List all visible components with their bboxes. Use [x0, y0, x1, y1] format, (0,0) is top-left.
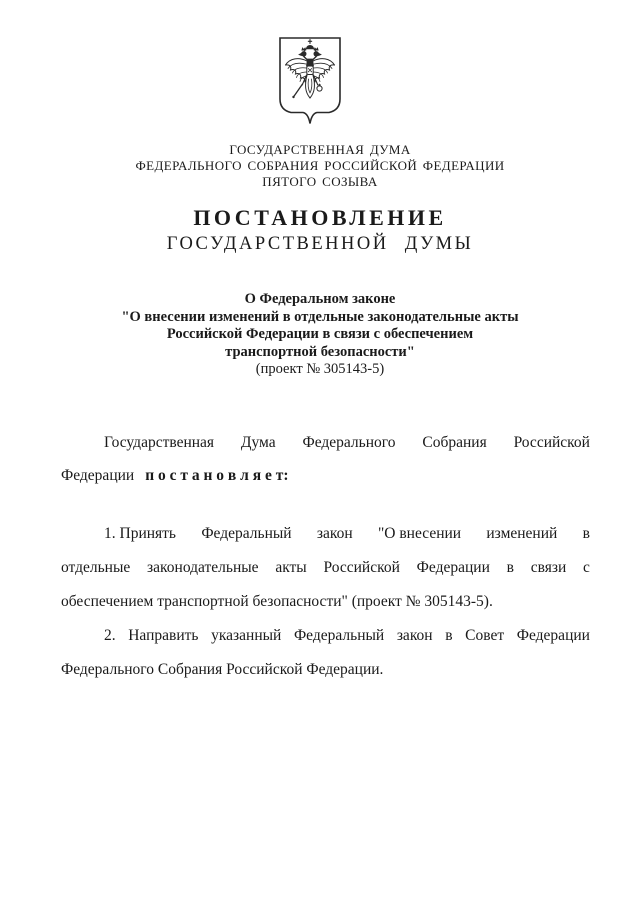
- subject-line-2: "О внесении изменений в отдельные законодательные акты: [121, 308, 519, 325]
- word-group: в: [506, 559, 514, 576]
- word-group: 1. Принять: [104, 525, 177, 542]
- word-group: Государственная: [104, 434, 215, 451]
- word-group: Российской: [323, 559, 400, 576]
- word-group: в: [582, 525, 590, 542]
- word-group: Федерального: [302, 434, 396, 451]
- paragraph-3-line-1: [61, 626, 590, 646]
- title-state-duma: ГОСУДАРСТВЕННОЙ ДУМЫ: [166, 234, 474, 254]
- text-run: Федерации: [61, 467, 135, 484]
- document-title: [0, 206, 640, 256]
- letterhead: [0, 142, 640, 190]
- subject-line-1: О Федеральном законе: [244, 291, 396, 307]
- letterhead-line-1: ГОСУДАРСТВЕННАЯ ДУМА: [229, 142, 411, 157]
- word-group: Федерации: [416, 559, 490, 576]
- word-group: Дума: [240, 434, 276, 451]
- word-group: Совет: [465, 627, 505, 644]
- word-group: в: [445, 627, 453, 644]
- letterhead-line-2: ФЕДЕРАЛЬНОГО СОБРАНИЯ РОССИЙСКОЙ ФЕДЕРАЦИИ: [135, 158, 505, 173]
- word-group: Федеральный: [293, 627, 385, 644]
- text-run-resolves: п о с т а н о в л я е т:: [145, 467, 289, 484]
- word-group: изменений: [486, 525, 558, 542]
- subject-line-4: транспортной безопасности": [225, 343, 415, 360]
- word-group: закон: [396, 627, 433, 644]
- word-group: закон: [316, 525, 353, 542]
- word-group: "О внесении: [377, 525, 462, 542]
- word-group: Собрания: [422, 434, 487, 451]
- word-group: законодательные: [147, 559, 259, 576]
- word-group: Федерации: [516, 627, 590, 644]
- word-group: с: [583, 559, 590, 576]
- subject-project-number: (проект № 305143-5): [255, 361, 385, 377]
- word-group: указанный: [211, 627, 282, 644]
- title-resolution: ПОСТАНОВЛЕНИЕ: [193, 205, 447, 230]
- paragraph-1-line-2: [61, 466, 590, 486]
- word-group: Федеральный: [201, 525, 292, 542]
- paragraph-2-line-3: обеспечением транспортной безопасности" (проект № 305143-5).: [61, 593, 493, 610]
- resolution-body: [61, 433, 590, 694]
- paragraph-2-line-2: [61, 558, 590, 578]
- paragraph-3-line-2: Федерального Собрания Российской Федерации.: [61, 661, 384, 678]
- word-group: связи: [530, 559, 567, 576]
- word-group: отдельные: [61, 559, 131, 576]
- coat-of-arms-of-russia-icon: [277, 35, 343, 127]
- subject-block: [0, 291, 640, 379]
- word-group: Российской: [513, 434, 590, 451]
- subject-line-3: Российской Федерации в связи с обеспечением: [166, 326, 474, 342]
- letterhead-line-3: ПЯТОГО СОЗЫВА: [262, 174, 378, 189]
- paragraph-2-line-1: [61, 524, 590, 544]
- paragraph-1-line-1: [61, 433, 590, 453]
- word-group: акты: [275, 559, 307, 576]
- word-group: Направить: [128, 627, 199, 644]
- word-group: 2.: [104, 627, 116, 644]
